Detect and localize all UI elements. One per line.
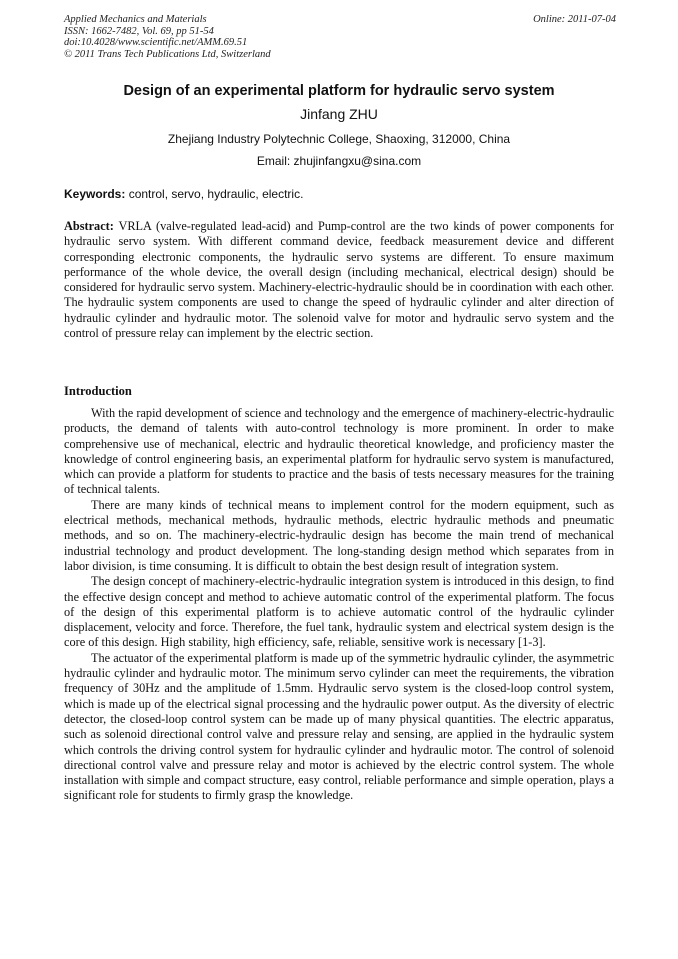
intro-paragraph-3: The design concept of machinery-electric-hydraulic integration system is introduced in this design, to find the effective design concept and method to achieve automatic control of the experimental platform. The focus of the design of this experimental platform is to achieve automatic control of the hydraulic cylinder displacement, velocity and force. Therefore, the fuel tank, hydraulic system and electrical system design is the core of this design. High stability, high efficiency, safe, reliable, sensitive work is necessary [1-3]. — [64, 574, 614, 650]
journal-copyright: © 2011 Trans Tech Publications Ltd, Switzerland — [64, 48, 271, 60]
keywords-text: control, servo, hydraulic, electric. — [125, 187, 304, 201]
keywords — [64, 186, 614, 202]
abstract-text: VRLA (valve-regulated lead-acid) and Pump-control are the two kinds of power components for hydraulic servo system. With different command device, feedback measurement device and different corresponding electronic components, the hydraulic servo systems are different. To ensure maximum performance of the whole device, the overall design (including mechanical, electrical design) should be considered for hydraulic servo system. Machinery-electric-hydraulic should be in coordination with each other. The hydraulic system components are used to change the speed of hydraulic cylinder and alter direction of hydraulic cylinder and hydraulic motor. The solenoid valve for motor and hydraulic servo system and the control of pressure relay can implement by the electric section. — [64, 219, 614, 341]
intro-paragraph-4: The actuator of the experimental platform is made up of the symmetric hydraulic cylinder, the asymmetric hydraulic cylinder and hydraulic motor. The minimum servo cylinder can meet the requirements, the vibration frequency of 30Hz and the amplitude of 1.5mm. Hydraulic servo system is the closed-loop control system, which is made up of the electrical signal processing and the hydraulic power output. As the diversity of electric detector, the closed-loop control system can be made up of many physical quantities. The electric apparatus, such as solenoid directional control valve and pressure relay and sensing, are applied in the hydraulic system which controls the driving control system for hydraulic cylinder and hydraulic motor. The control of solenoid directional control valve and pressure relay and motor is achieved by the electric control system. The whole installation with simple and compact structure, easy control, reliable performance and simple operation, plays a significant role for students to firmly grasp the knowledge. — [64, 650, 614, 803]
online-date: Online: 2011-07-04 — [533, 14, 616, 25]
abstract — [64, 219, 614, 341]
author-email: Email: zhujinfangxu@sina.com — [256, 154, 422, 168]
journal-meta — [64, 14, 271, 60]
paper-author: Jinfang ZHU — [300, 106, 378, 122]
intro-paragraph-1: With the rapid development of science and technology and the emergence of machinery-electric-hydraulic products, the demand of talents with auto-control technology is more prominent. In order to make comprehensive use of mechanical, electric and hydraulic theoretical knowledge, and proficiency master the knowledge of control engineering basis, an experimental platform for hydraulic servo system is manufactured, which can provide a platform for students to practice and the basis of tests necessary measures for the training of technical talents. — [64, 406, 614, 497]
intro-paragraph-2: There are many kinds of technical means to implement control for the modern equipment, such as electrical methods, mechanical methods, hydraulic methods, electric hydraulic methods and pneumatic methods, and so on. The machinery-electric-hydraulic design has become the main trend of mechanical industrial technology and product development. The long-standing design method which separates from in labor division, is time consuming. It is difficult to obtain the best design result of integration system. — [64, 497, 614, 573]
paper-title: Design of an experimental platform for hydraulic servo system — [123, 83, 555, 99]
introduction-body — [64, 406, 614, 804]
journal-name: Applied Mechanics and Materials — [64, 14, 207, 25]
author-affiliation: Zhejiang Industry Polytechnic College, Shaoxing, 312000, China — [167, 132, 511, 146]
journal-issn: ISSN: 1662-7482, Vol. 69, pp 51-54 — [64, 25, 214, 37]
abstract-label: Abstract: — [64, 219, 114, 233]
journal-doi: doi:10.4028/www.scientific.net/AMM.69.51 — [64, 37, 248, 48]
section-heading-introduction: Introduction — [64, 384, 132, 398]
keywords-label: Keywords: — [64, 187, 126, 201]
